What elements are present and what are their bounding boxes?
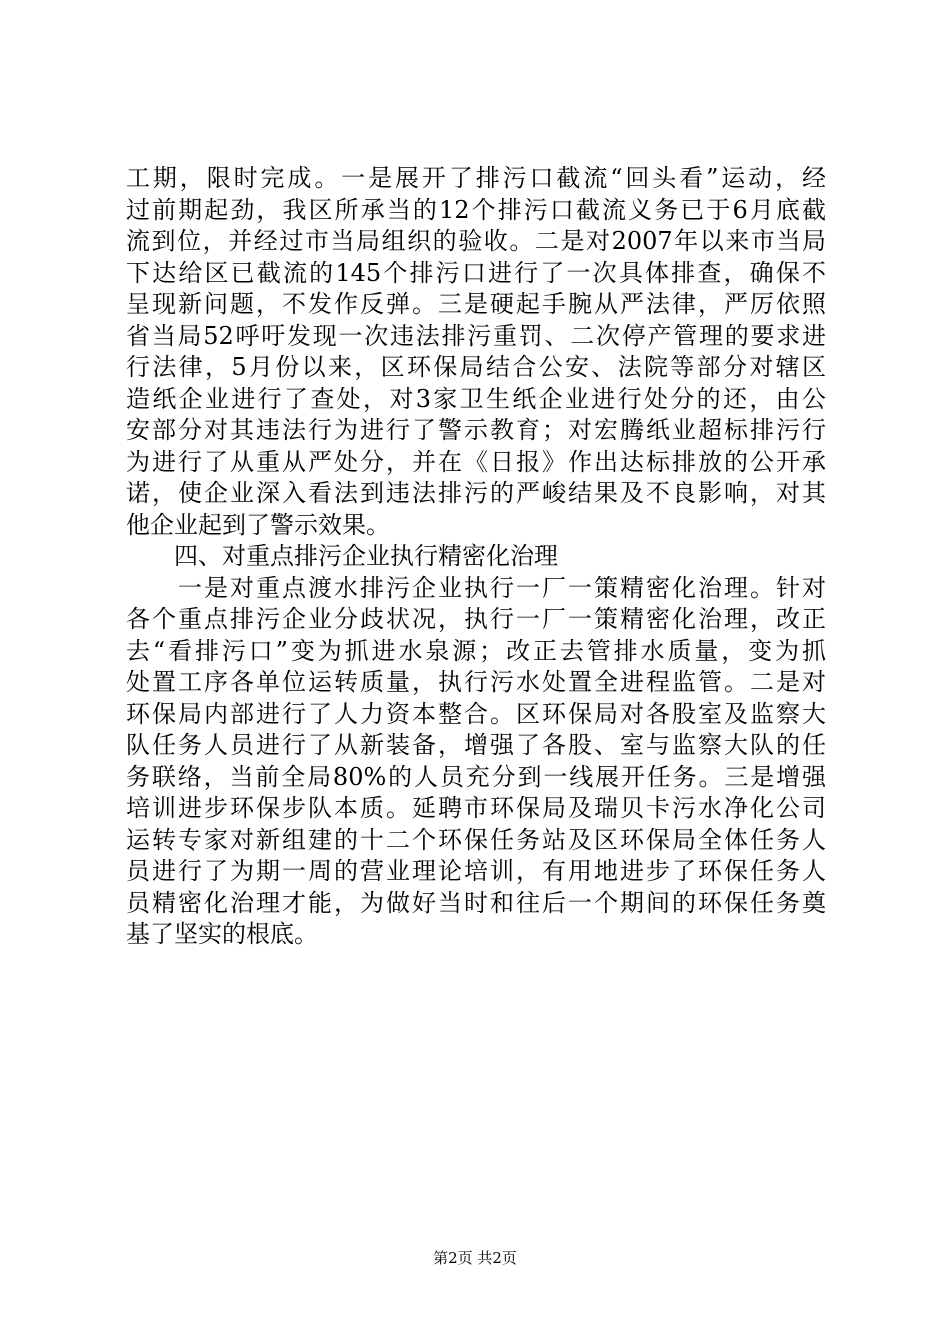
text-line: 去“看排污口”变为抓进水泉源；改正去管排水质量，变为抓 bbox=[126, 636, 826, 665]
body-text bbox=[126, 163, 826, 951]
page-number-footer: 第2页 共2页 bbox=[433, 1249, 517, 1267]
text-line: 工期，限时完成。一是展开了排污口截流“回头看”运动，经 bbox=[126, 164, 826, 192]
text-line: 队任务人员进行了从新装备，增强了各股、室与监察大队的任 bbox=[126, 731, 826, 759]
text-line: 运转专家对新组建的十二个环保任务站及区环保局全体任务人 bbox=[126, 825, 826, 854]
text-line: 安部分对其违法行为进行了警示教育；对宏腾纸业超标排污行 bbox=[126, 416, 826, 444]
text-line: 行法律，5月份以来，区环保局结合公安、法院等部分对辖区 bbox=[126, 353, 826, 381]
text-line: 基了坚实的根底。 bbox=[126, 920, 318, 948]
text-line: 省当局52呼吁发现一次违法排污重罚、二次停产管理的要求进 bbox=[126, 321, 826, 350]
text-line: 培训进步环保步队本质。延聘市环保局及瑞贝卡污水净化公司 bbox=[126, 794, 826, 822]
text-line: 处置工序各单位运转质量，执行污水处置全进程监管。二是对 bbox=[126, 668, 826, 696]
text-line: 过前期起劲，我区所承当的12个排污口截流义务已于6月底截 bbox=[126, 195, 826, 224]
text-line: 一是对重点渡水排污企业执行一厂一策精密化治理。针对 bbox=[126, 573, 826, 602]
text-line: 各个重点排污企业分歧状况，执行一厂一策精密化治理，改正 bbox=[126, 605, 826, 633]
text-line: 员精密化治理才能，为做好当时和往后一个期间的环保任务奠 bbox=[126, 888, 826, 917]
text-line: 环保局内部进行了人力资本整合。区环保局对各股室及监察大 bbox=[126, 699, 826, 728]
text-line: 他企业起到了警示效果。 bbox=[126, 510, 390, 539]
text-line: 流到位，并经过市当局组织的验收。二是对2007年以来市当局 bbox=[126, 227, 826, 255]
text-line: 为进行了从重从严处分，并在《日报》作出达标排放的公开承 bbox=[126, 447, 826, 476]
text-line: 呈现新问题，不发作反弹。三是硬起手腕从严法律，严厉依照 bbox=[126, 290, 826, 318]
text-line: 诺，使企业深入看法到违法排污的严峻结果及不良影响，对其 bbox=[126, 479, 826, 507]
text-line: 员进行了为期一周的营业理论培训，有用地进步了环保任务人 bbox=[126, 857, 826, 885]
text-line: 造纸企业进行了查处，对3家卫生纸企业进行处分的还，由公 bbox=[126, 384, 826, 413]
text-line: 下达给区已截流的145个排污口进行了一次具体排查，确保不 bbox=[126, 258, 826, 287]
text-line: 务联络，当前全局80%的人员充分到一线展开任务。三是增强 bbox=[126, 762, 826, 791]
section-heading: 四、对重点排污企业执行精密化治理 bbox=[126, 542, 558, 570]
